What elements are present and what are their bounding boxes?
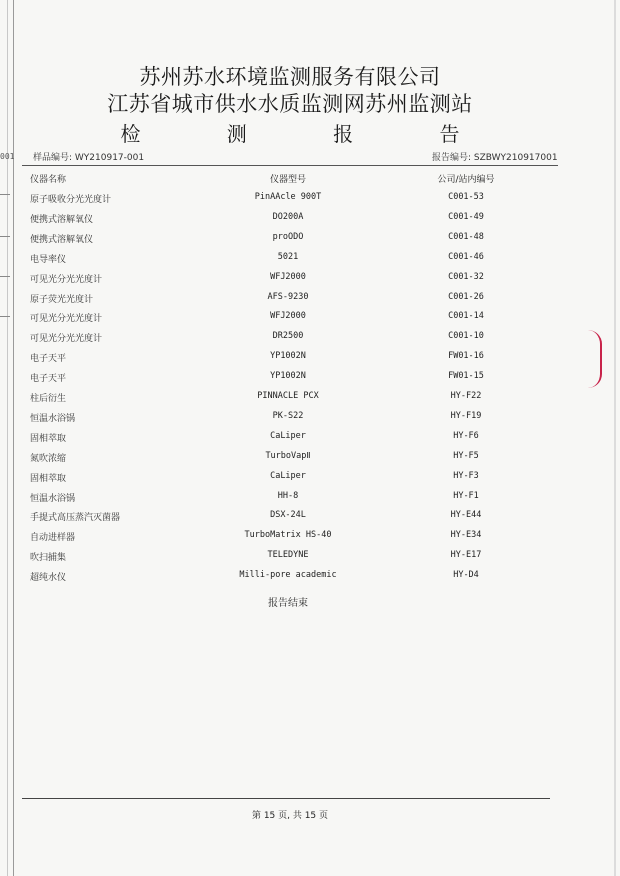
instrument-model: proODO [272,231,304,242]
table-row [0,489,620,507]
instrument-name: 原子荧光光度计 [30,294,94,305]
table-row [0,309,620,327]
instrument-name: 可见光分光光度计 [30,314,103,325]
header-asset-number: 公司/站内编号 [437,175,495,185]
header-instrument-name: 仪器名称 [30,175,67,185]
page-info: 第 15 页, 共 15 页 [251,811,329,821]
table-row [0,230,620,248]
company-name: 苏州苏水环境监测服务有限公司 [139,65,441,89]
table-header-row [0,170,620,188]
instrument-name: 恒温水浴锅 [30,413,76,424]
instrument-name: 电导率仪 [30,254,67,265]
instrument-model: WFJ2000 [270,271,306,282]
table-row [0,210,620,228]
asset-number: C001-32 [448,271,484,282]
asset-number: HY-E44 [450,510,482,521]
instrument-model: PK-S22 [272,410,304,421]
table-row [0,568,620,586]
instrument-model: CaLiper [270,430,306,441]
asset-number: C001-48 [448,231,484,242]
asset-number: C001-14 [448,311,484,322]
table-row [0,508,620,526]
instrument-name: 手提式高压蒸汽灭菌器 [30,513,121,524]
table-row [0,429,620,447]
table-row [0,250,620,268]
asset-number: HY-D4 [453,570,479,581]
asset-number: HY-F19 [450,410,482,421]
instrument-model: TELEDYNE [267,550,309,561]
instrument-model: YP1002N [270,371,306,382]
asset-number: C001-26 [448,291,484,302]
header-instrument-model: 仪器型号 [269,175,306,185]
table-row [0,409,620,427]
table-row [0,270,620,288]
instrument-name: 可见光分光光度计 [30,274,103,285]
instrument-name: 可见光分光光度计 [30,334,103,345]
instrument-name: 固相萃取 [30,433,67,444]
asset-number: HY-E17 [450,550,482,561]
instrument-model: HH-8 [277,490,299,501]
edge-code: 001 [0,152,15,161]
report-number: 报告编号: SZBWY210917001 [432,153,558,163]
asset-number: C001-53 [448,192,484,202]
asset-number: FW01-16 [448,351,484,362]
instrument-name: 恒温水浴锅 [30,493,76,504]
sample-number: 样品编号: WY210917-001 [33,153,145,163]
instrument-name: 电子天平 [30,354,67,365]
table-row [0,190,620,208]
asset-number: C001-46 [448,251,484,262]
instrument-model: DO200A [272,211,304,222]
instrument-name: 自动进样器 [30,533,76,544]
instrument-model: WFJ2000 [270,311,306,322]
instrument-model: PinAAcle 900T [254,192,322,202]
asset-number: HY-F3 [453,470,479,481]
asset-number: C001-10 [448,331,484,342]
instrument-name: 超纯水仪 [30,573,67,584]
asset-number: HY-F22 [450,391,482,401]
instrument-name: 吹扫捕集 [30,553,67,564]
instrument-name: 柱后衍生 [30,394,67,404]
instrument-model: TurboMatrix HS-40 [244,530,332,541]
report-end-note: 报告结束 [268,598,308,609]
instrument-model: YP1002N [270,351,306,362]
instrument-model: TurboVapⅡ [265,450,311,461]
table-row [0,528,620,546]
asset-number: HY-F1 [453,490,479,501]
asset-number: FW01-15 [448,371,484,382]
asset-number: HY-E34 [450,530,482,541]
instrument-name: 电子天平 [30,374,67,385]
asset-number: HY-F5 [453,450,479,461]
table-row [0,329,620,347]
table-row [0,449,620,467]
report-title: 检 测 报 告 [120,122,500,146]
table-row [0,349,620,367]
table-top-rule [22,165,558,166]
instrument-name: 原子吸收分光光度计 [30,195,112,205]
instrument-name: 便携式溶解氧仪 [30,234,94,245]
instrument-name: 便携式溶解氧仪 [30,214,94,225]
instrument-model: PINNACLE PCX [257,391,319,401]
footer-rule [22,798,550,799]
instrument-model: AFS-9230 [267,291,309,302]
asset-number: HY-F6 [453,430,479,441]
table-row [0,469,620,487]
instrument-name: 氮吹浓缩 [30,453,67,464]
table-row [0,389,620,407]
instrument-name: 固相萃取 [30,473,67,484]
table-row [0,548,620,566]
station-name: 江苏省城市供水水质监测网苏州监测站 [107,92,473,116]
instrument-model: CaLiper [270,470,306,481]
table-row [0,290,620,308]
asset-number: C001-49 [448,211,484,222]
instrument-model: 5021 [277,251,299,262]
instrument-model: Milli-pore academic [239,570,337,581]
table-row [0,369,620,387]
instrument-model: DSX-24L [270,510,306,521]
instrument-model: DR2500 [272,331,304,342]
